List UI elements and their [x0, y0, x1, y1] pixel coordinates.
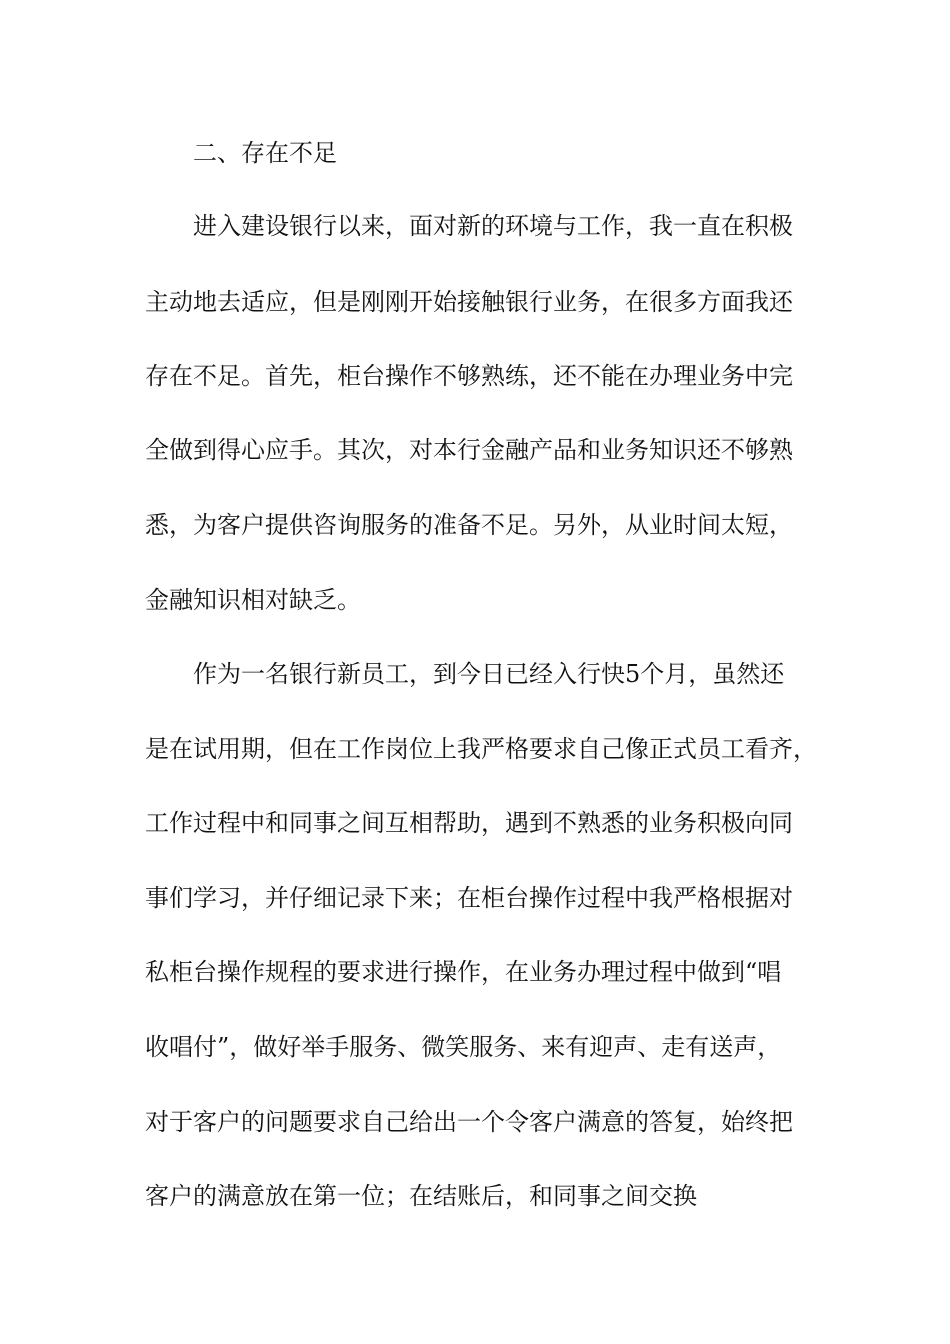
paragraph-line: 主动地去适应，但是刚刚开始接触银行业务，在很多方面我还	[145, 288, 793, 316]
paragraph-line: 是在试用期，但在工作岗位上我严格要求自己像正式员工看齐，	[145, 735, 817, 763]
paragraph-line: 客户的满意放在第一位；在结账后，和同事之间交换	[145, 1182, 697, 1210]
paragraph-line: 对于客户的问题要求自己给出一个令客户满意的答复，始终把	[145, 1108, 793, 1136]
paragraph-line: 金融知识相对缺乏。	[145, 586, 361, 614]
paragraph-line: 悉，为客户提供咨询服务的准备不足。另外，从业时间太短，	[145, 511, 793, 539]
paragraph-line: 存在不足。首先，柜台操作不够熟练，还不能在办理业务中完	[145, 362, 793, 390]
paragraph-line: 私柜台操作规程的要求进行操作，在业务办理过程中做到“唱	[145, 958, 782, 986]
paragraph-line: 进入建设银行以来，面对新的环境与工作，我一直在积极	[193, 212, 793, 240]
paragraph-line: 全做到得心应手。其次，对本行金融产品和业务知识还不够熟	[145, 436, 793, 464]
paragraph-line: 事们学习，并仔细记录下来；在柜台操作过程中我严格根据对	[145, 884, 793, 912]
section-heading: 二、存在不足	[193, 139, 337, 167]
paragraph-line: 收唱付”，做好举手服务、微笑服务、来有迎声、走有送声，	[145, 1033, 782, 1061]
paragraph-line: 作为一名银行新员工，到今日已经入行快5个月，虽然还	[193, 660, 785, 688]
paragraph-line: 工作过程中和同事之间互相帮助，遇到不熟悉的业务积极向同	[145, 809, 793, 837]
